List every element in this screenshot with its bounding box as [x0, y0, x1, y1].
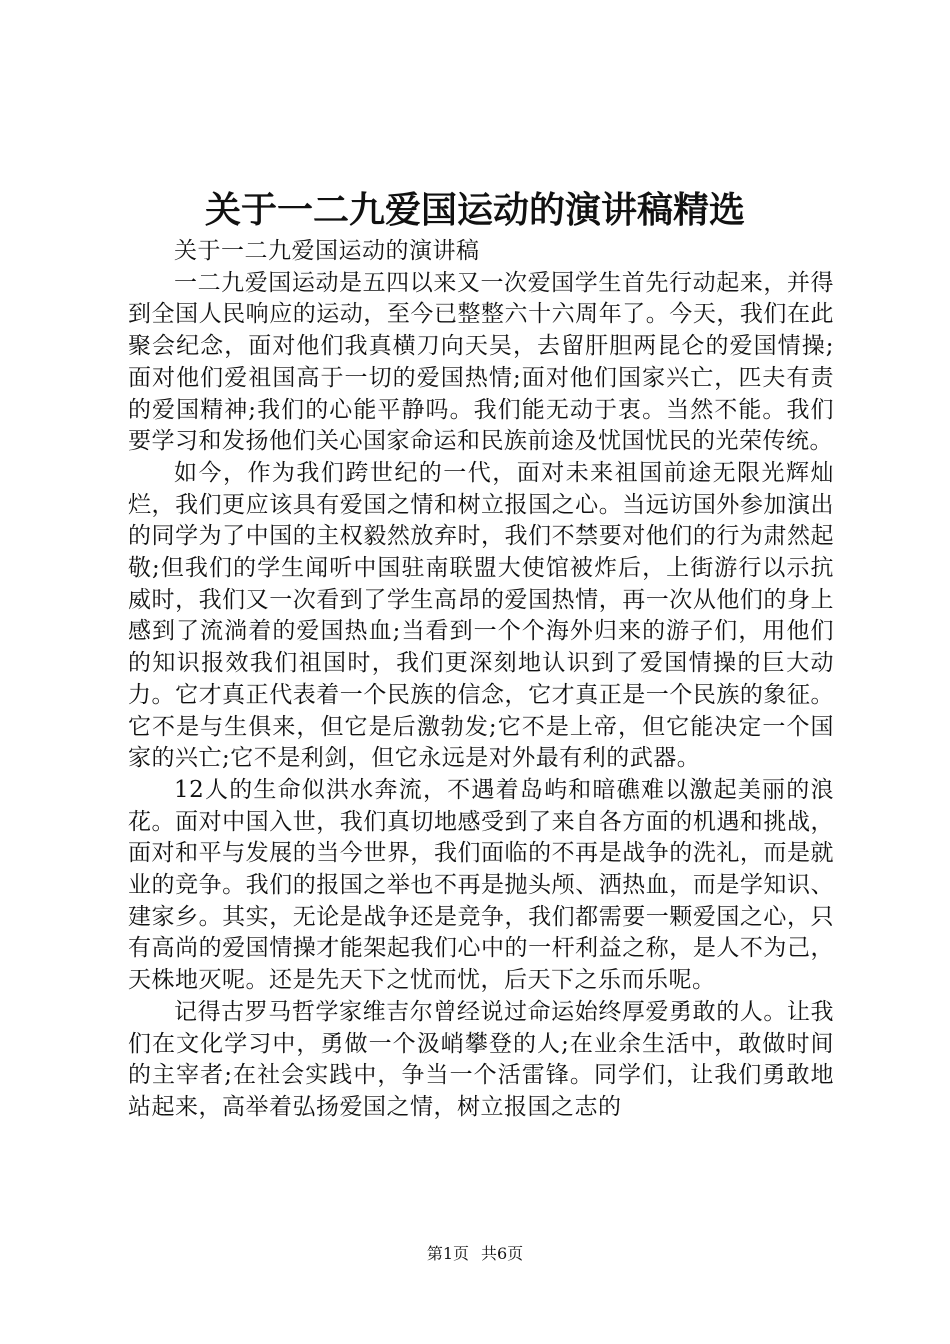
page-number: 第1页: [426, 1244, 469, 1263]
body-paragraph: 关于一二九爱国运动的演讲稿: [174, 238, 480, 264]
page-total: 共6页: [481, 1244, 524, 1263]
body-paragraph: 一二九爱国运动是五四以来又一次爱国学生首先行动起来，并得到全国人民响应的运动，至今已整整六十六周年了。今天，我们在此聚会纪念，面对他们我真横刀向天吴，去留肝胆两昆仑的爱国情操;面对他们爱祖国高于一切的爱国热情;面对他们国家兴亡，匹夫有责的爱国精神;我们的心能平静吗。我们能无动于衷。当然不能。我们要学习和发扬他们关心国家命运和民族前途及忧国忧民的光荣传统。: [128, 269, 834, 455]
document-body: [128, 236, 834, 1124]
body-paragraph: 记得古罗马哲学家维吉尔曾经说过命运始终厚爱勇敢的人。让我们在文化学习中，勇做一个汲峭攀登的人;在业余生活中，敢做时间的主宰者;在社会实践中，争当一个活雷锋。同学们，让我们勇敢地站起来，高举着弘扬爱国之情，树立报国之志的: [128, 998, 834, 1120]
page-footer: [0, 1244, 950, 1264]
body-paragraph: 12人的生命似洪水奔流，不遇着岛屿和暗礁难以激起美丽的浪花。面对中国入世，我们真切地感受到了来自各方面的机遇和挑战，面对和平与发展的当今世界，我们面临的不再是战争的洗礼，而是就业的竞争。我们的报国之举也不再是抛头颅、洒热血，而是学知识、建家乡。其实，无论是战争还是竞争，我们都需要一颗爱国之心，只有高尚的爱国情操才能架起我们心中的一杆利益之称，是人不为己，天株地灭呢。还是先天下之忧而忧，后天下之乐而乐呢。: [128, 776, 834, 994]
document-title: 关于一二九爱国运动的演讲稿精选: [204, 189, 745, 231]
body-paragraph: 如今，作为我们跨世纪的一代，面对未来祖国前途无限光辉灿烂，我们更应该具有爱国之情和树立报国之心。当远访国外参加演出的同学为了中国的主权毅然放弃时，我们不禁要对他们的行为肃然起敬;但我们的学生闻听中国驻南联盟大使馆被炸后，上街游行以示抗威时，我们又一次看到了学生高昂的爱国热情，再一次从他们的身上感到了流淌着的爱国热血;当看到一个个海外归来的游子们，用他们的知识报效我们祖国时，我们更深刻地认识到了爱国情操的巨大动力。它才真正代表着一个民族的信念，它才真正是一个民族的象征。它不是与生俱来，但它是后激勃发;它不是上帝，但它能决定一个国家的兴亡;它不是利剑，但它永远是对外最有利的武器。: [128, 459, 834, 772]
